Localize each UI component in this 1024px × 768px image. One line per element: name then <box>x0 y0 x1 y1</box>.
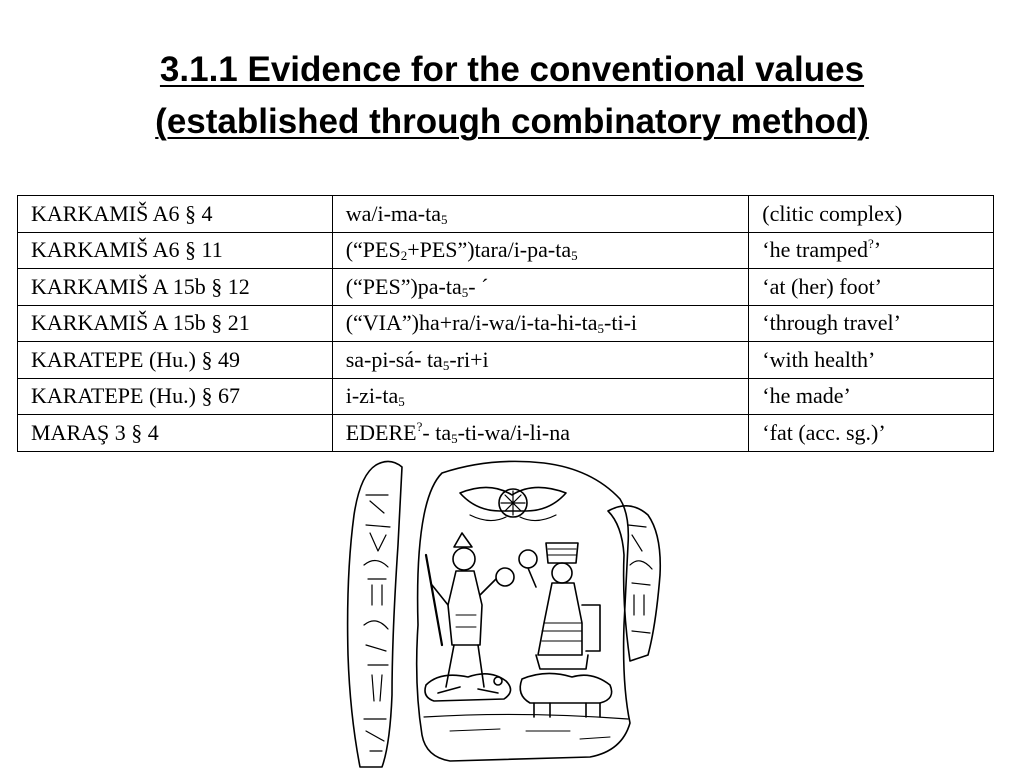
text-fragment: -ri+i <box>449 346 489 372</box>
text-fragment: +PES”)tara/i-pa-ta <box>407 237 572 263</box>
gloss-cell <box>749 196 994 233</box>
slide-title <box>0 44 1024 148</box>
text-fragment: ‘he tramped <box>762 237 868 263</box>
text-fragment: ‘through travel’ <box>762 310 901 336</box>
text-fragment: -ti-i <box>604 310 638 336</box>
text-fragment: ? <box>416 418 423 434</box>
text-fragment: -ti-wa/i-li-na <box>457 419 570 445</box>
gloss-cell <box>749 269 994 306</box>
table-row <box>18 269 994 306</box>
text-fragment: (“PES”)pa-ta <box>345 273 462 299</box>
title-line-1: 3.1.1 Evidence for the conventional values <box>159 50 865 89</box>
table-row <box>18 232 994 269</box>
text-fragment: ’ <box>873 237 882 263</box>
text-fragment: 2 <box>400 248 408 264</box>
form-cell <box>332 378 749 415</box>
source-cell: KARKAMIŠ A 15b § 12 <box>18 269 333 306</box>
table-row <box>18 415 994 452</box>
text-fragment: sa-pi-sá- ta <box>345 346 443 372</box>
source-cell: MARAŞ 3 § 4 <box>18 415 333 452</box>
gloss-cell <box>749 415 994 452</box>
form-cell <box>332 342 749 379</box>
form-cell <box>332 305 749 342</box>
text-fragment: EDERE <box>345 419 417 445</box>
text-fragment: (“PES <box>345 237 401 263</box>
source-cell: KARKAMIŠ A6 § 11 <box>18 232 333 269</box>
form-cell <box>332 232 749 269</box>
table-row <box>18 342 994 379</box>
text-fragment: 5 <box>597 321 605 337</box>
text-fragment: 5 <box>461 284 469 300</box>
table-row <box>18 196 994 233</box>
table-row <box>18 305 994 342</box>
text-fragment: ‘at (her) foot’ <box>762 273 883 299</box>
form-cell <box>332 269 749 306</box>
text-fragment: 5 <box>398 394 405 410</box>
source-cell: KARKAMIŠ A 15b § 21 <box>18 305 333 342</box>
gloss-cell <box>749 378 994 415</box>
text-fragment: 5 <box>442 357 450 373</box>
gloss-cell <box>749 305 994 342</box>
form-cell <box>332 196 749 233</box>
text-fragment: 5 <box>441 211 448 227</box>
gloss-cell <box>749 342 994 379</box>
table-row <box>18 378 994 415</box>
gloss-cell <box>749 232 994 269</box>
form-cell <box>332 415 749 452</box>
text-fragment: (“VIA”)ha+ra/i-wa/i-ta-hi-ta <box>345 310 598 336</box>
text-fragment: 5 <box>451 430 458 446</box>
source-cell: KARATEPE (Hu.) § 67 <box>18 378 333 415</box>
text-fragment: ‘with health’ <box>762 346 876 372</box>
evidence-table <box>17 195 994 452</box>
source-cell: KARKAMIŠ A6 § 4 <box>18 196 333 233</box>
text-fragment: ‘he made’ <box>762 383 851 409</box>
text-fragment: 5 <box>571 248 578 264</box>
text-fragment: ? <box>867 236 874 252</box>
text-fragment: (clitic complex) <box>762 200 903 226</box>
title-line-2: (established through combinatory method) <box>155 102 869 141</box>
text-fragment: - ta <box>422 419 452 445</box>
text-fragment: ‘fat (acc. sg.)’ <box>762 419 886 445</box>
evidence-table-body <box>18 196 994 452</box>
text-fragment: - ´ <box>468 273 489 299</box>
text-fragment: i-zi-ta <box>345 383 399 409</box>
text-fragment: wa/i-ma-ta <box>345 200 441 226</box>
source-cell: KARATEPE (Hu.) § 49 <box>18 342 333 379</box>
stele-drawing <box>330 455 680 768</box>
